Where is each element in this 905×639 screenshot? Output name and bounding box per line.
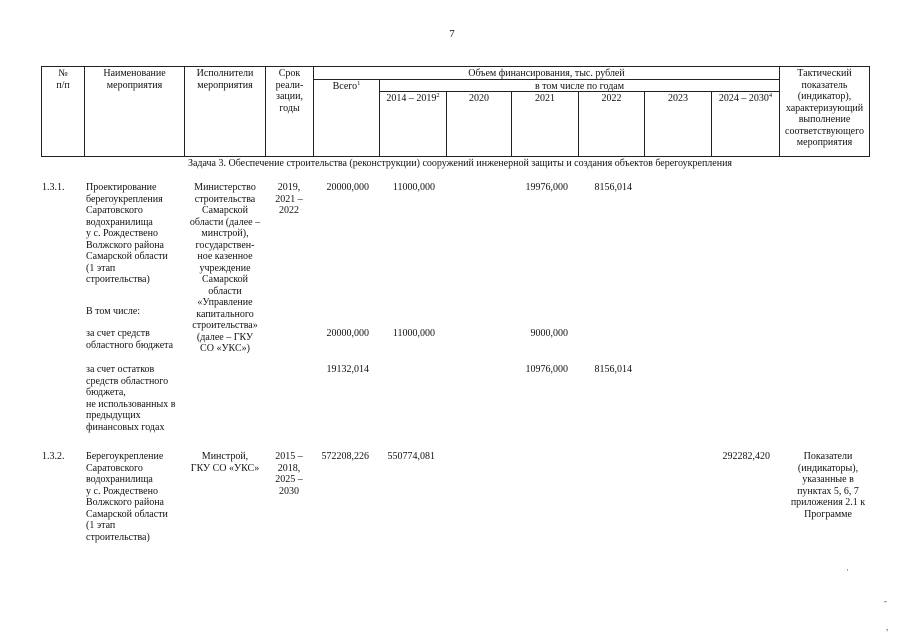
task-title: Задача 3. Обеспечение строительства (реконструкции) сооружений инженерной защиты и создания объектов берегоукрепления <box>187 158 733 169</box>
header-year-2024-2030: 2024 – 2030$^4$ <box>718 92 773 104</box>
header-year-2021: 2021 <box>535 93 555 104</box>
row-1-3-2-number: 1.3.2. <box>42 451 65 462</box>
row-unused-balances-2021: 10976,000 <box>525 364 568 375</box>
row-unused-balances-2022: 8156,014 <box>594 364 632 375</box>
scan-speck: · <box>846 565 849 575</box>
scan-speck: , <box>886 622 889 632</box>
page-number: 7 <box>449 28 455 40</box>
header-funding-title: Объем финансирования, тыс. рублей <box>468 68 625 79</box>
row-regional-budget-2021: 9000,000 <box>530 328 568 339</box>
row-1-3-1-name: Проектирование берегоукрепления Саратовского водохранилища у с. Рождествено Волжского района Самарской области (1 этап строительства) <box>86 182 168 285</box>
row-1-3-1-2014-2019: 11000,000 <box>392 182 435 193</box>
row-unused-balances-total: 19132,014 <box>326 364 369 375</box>
row-1-3-2-name: Берегоукрепление Саратовского водохранилища у с. Рождествено Волжского района Самарской области (1 этап строительства) <box>86 451 168 543</box>
header-col-name: Наименование мероприятия <box>103 68 166 91</box>
header-total-note: 1 <box>357 80 361 87</box>
scan-speck: - <box>884 596 887 606</box>
row-regional-budget-2014-2019: 11000,000 <box>392 328 435 339</box>
row-1-3-1-2022: 8156,014 <box>594 182 632 193</box>
row-1-3-2-executor: Минстрой, ГКУ СО «УКС» <box>190 451 260 474</box>
header-col-number: № п/п <box>56 68 70 91</box>
header-col-executor: Исполнители мероприятия <box>196 68 254 91</box>
row-1-3-2-indicator: Показатели (индикаторы), указанные в пунктах 5, 6, 7 приложения 2.1 к Программе <box>790 451 866 520</box>
row-1-3-1-total: 20000,000 <box>326 182 369 193</box>
row-1-3-1-subheading: В том числе: <box>86 306 141 317</box>
row-1-3-2-2024-2030: 292282,420 <box>722 451 770 462</box>
header-year-2014-2019: 2014 – 2019$^2$ <box>386 92 440 104</box>
row-1-3-2-term: 2015 – 2018, 2025 – 2030 <box>275 451 303 497</box>
row-regional-budget-total: 20000,000 <box>326 328 369 339</box>
row-1-3-1-number: 1.3.1. <box>42 182 65 193</box>
row-1-3-1-term: 2019, 2021 – 2022 <box>275 182 303 216</box>
header-by-years: в том числе по годам <box>534 81 625 92</box>
header-col-term: Срок реали- зации, годы <box>275 68 304 114</box>
row-1-3-2-total: 572208,226 <box>321 451 369 462</box>
row-1-3-2-2014-2019: 550774,081 <box>387 451 435 462</box>
header-year-2022: 2022 <box>601 93 622 104</box>
header-year-2023: 2023 <box>668 93 688 104</box>
row-1-3-1-2021: 19976,000 <box>525 182 568 193</box>
header-total <box>314 81 379 93</box>
row-regional-budget-name: за счет средств областного бюджета <box>86 328 174 351</box>
header-col-indicator: Тактический показатель (индикатор), характеризующий выполнение соответствующего мероприятия <box>785 68 864 148</box>
header-year-2020: 2020 <box>469 93 489 104</box>
row-unused-balances-name: за счет остатков средств областного бюджета, не использованных в предыдущих финансовых годах <box>86 364 176 433</box>
row-1-3-1-executor: Министерство строительства Самарской области (далее – минстрой), государствен- ное казенное учреждение Самарской области «Управление капитального строительства» (далее – ГКУ СО «УКС») <box>189 182 261 354</box>
header-total-label: Всего <box>332 81 358 92</box>
